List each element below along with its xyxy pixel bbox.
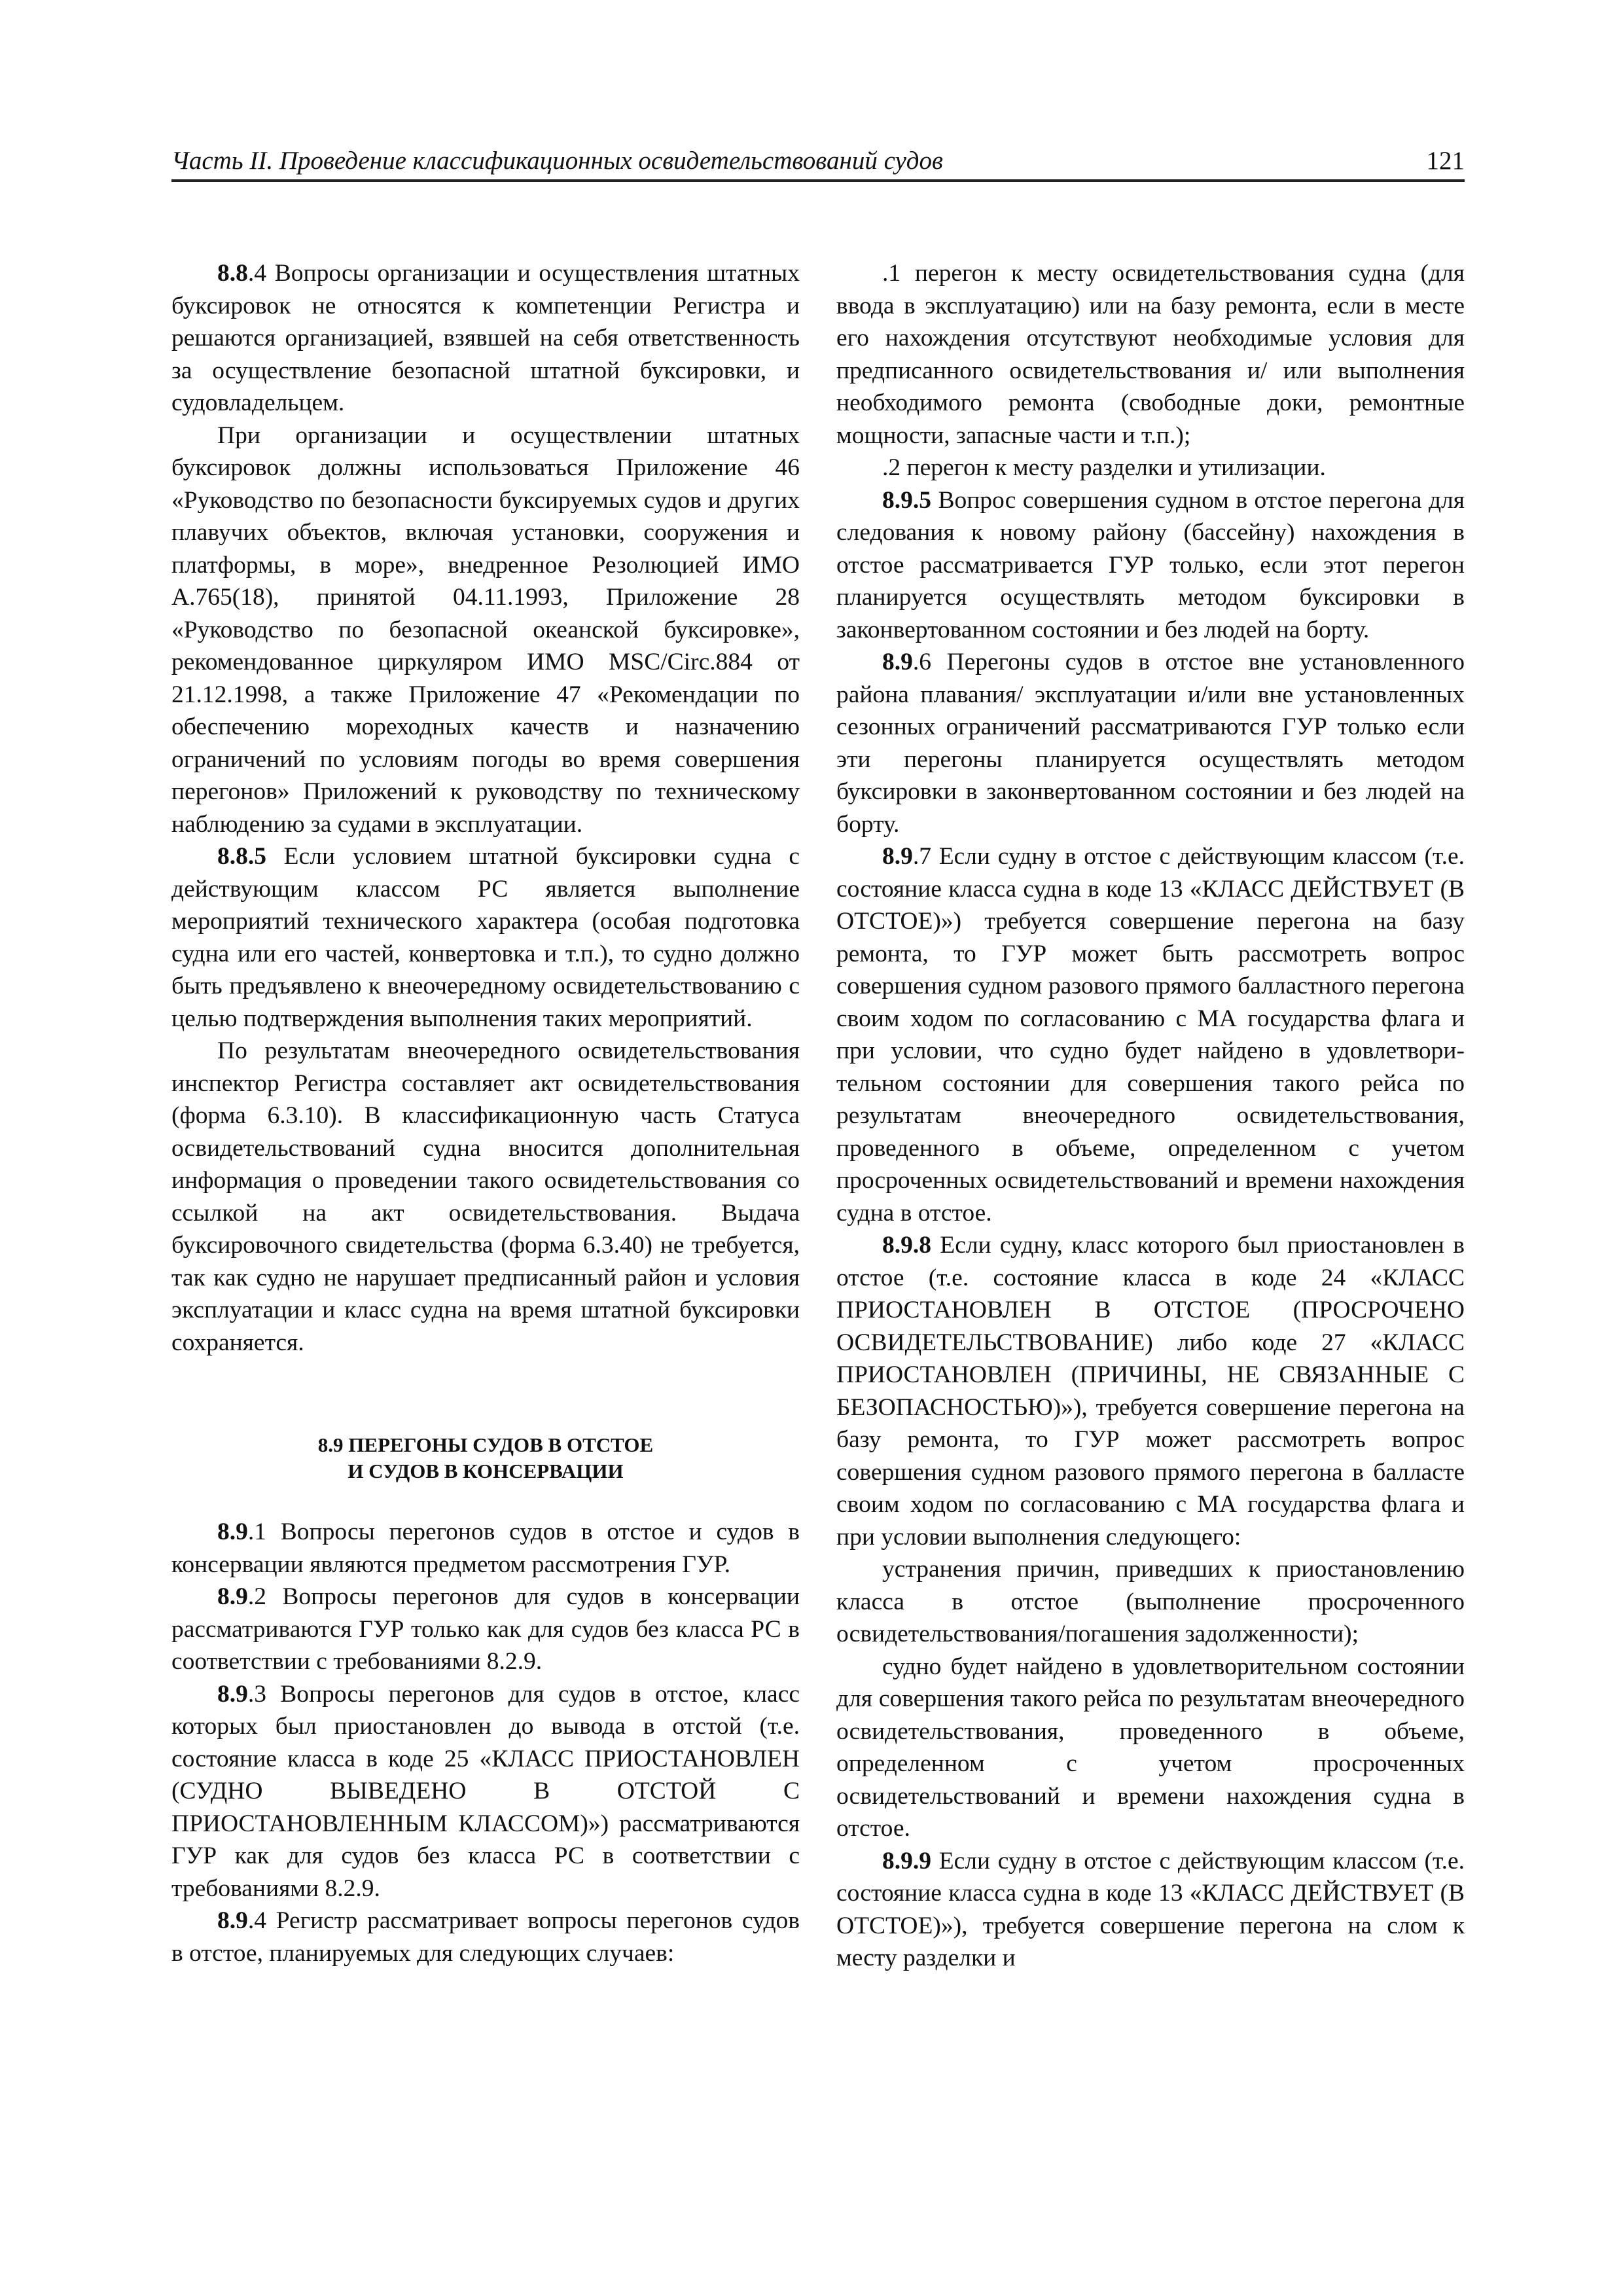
paragraph-8-9-7: 8.9.7 Если судну в отстое с действующим классом (т.е. состояние класса судна в коде 13 «КЛАСС ДЕЙСТВУЕТ (В ОТСТОЕ)») требуется совершение перегона на базу ремонта, то ГУР может быть рассмотреть вопрос совершения судном разового прямого балластного перегона своим ходом по согласованию с МА государства флага и при условии, что судно будет найдено в удовлетворительном состоянии для совершения такого рейса по результатам внеочередного освидетельствования, проведенного в объеме, определенном с учетом просроченных освидетельствований и времени нахождения судна в отстое. bbox=[836, 843, 1465, 1227]
section-heading-8-9: 8.9 ПЕРЕГОНЫ СУДОВ В ОТСТОЕ И СУДОВ В КОНСЕРВАЦИИ bbox=[317, 1433, 654, 1482]
clause-number: 8.9.8 bbox=[882, 1232, 931, 1259]
page-number: 121 bbox=[1426, 147, 1465, 175]
clause-number: 8.9 bbox=[882, 649, 913, 675]
clause-number: 8.8.5 bbox=[217, 843, 266, 870]
clause-number: 8.9 bbox=[217, 1680, 248, 1708]
clause-number: 8.9 bbox=[217, 1907, 248, 1934]
page-header bbox=[171, 145, 1465, 182]
running-title: Часть II. Проведение классификационных освидетельствований судов bbox=[171, 147, 943, 175]
clause-number: 8.9.5 bbox=[882, 486, 931, 514]
paragraph-8-9-6: 8.9.6 Перегоны судов в отстое вне установленного района плавания/ эксплуатации и/или вне установленных сезонных ограничений рассматриваются ГУР только если эти перегоны планируется осуществлять методом буксировки в законвертованном состоянии и без людей на борту. bbox=[836, 649, 1465, 838]
paragraph-survey-results: По результатам внеочередного освидетельствования инспектор Регистра составляет акт освидетельствования (форма 6.3.10). В классификационную часть Статуса освидетельствований судна вносится дополнительная информация о проведении такого освидетельствования со ссылкой на акт освидетельствования. Выдача буксировочного свидетельства (форма 6.3.40) не требуется, так как судно не нарушает предписанный район и условия эксплуатации и класс судна на время штатной буксировки сохраняется. bbox=[171, 1037, 800, 1356]
clause-number: 8.9 bbox=[217, 1583, 248, 1610]
list-item-1: .1 перегон к месту освидетельствования судна (для ввода в эксплуатацию) или на базу ремонта, если в месте его нахождения отсутствуют необходимые условия для предписанного освидетельствования и/ или выполнения необходимого ремонта (свободные доки, ремонтные мощности, запасные части и т.п.); bbox=[836, 260, 1465, 449]
clause-number: 8.9 bbox=[882, 843, 913, 870]
paragraph-8-8-5: 8.8.5 Если условием штатной буксировки судна с действующим классом РС является выполнение мероприятий технического характера (особая подготовка судна или его частей, конвертовка и т.п.), то судно должно быть предъявлено к внеочередному освидетельствованию с целью подтверждения выполнения таких мероприятий. bbox=[171, 843, 800, 1032]
clause-number: 8.9.9 bbox=[882, 1847, 931, 1874]
condition-item-2: судно будет найдено в удовлетворительном состоянии для совершения такого рейса по результатам внеочередного освидетельствования, проведенного в объеме, определенном с учетом просроченных освидетельствований и времени нахождения судна в отстое. bbox=[836, 1653, 1465, 1842]
paragraph-8-9-5: 8.9.5 Вопрос совершения судном в отстое перегона для следования к новому району (бассейну) нахождения в отстое рассматривается ГУР только, если этот перегон планируется осуществлять методом буксировки в законвертованном состоянии и без людей на борту. bbox=[836, 486, 1465, 643]
clause-number: 8.9 bbox=[217, 1518, 248, 1545]
paragraph-8-8-4: 8.8.4 Вопросы организации и осуществления штатных буксировок не относятся к компетенции Регистра и решаются организацией, взявшей на себя ответственность за осуществление безопасной штатной буксировки, и судовладельцем. bbox=[171, 260, 800, 416]
paragraph-8-9-2: 8.9.2 Вопросы перегонов для судов в консервации рассматриваются ГУР только как для судов без класса РС в соответствии с требованиями 8.2.9. bbox=[171, 1583, 800, 1675]
condition-item-1: устранения причин, приведших к приостановлению класса в отстое (выполнение просроченного освидетельствования/погашения задолженности); bbox=[836, 1556, 1465, 1647]
paragraph-8-9-1: 8.9.1 Вопросы перегонов судов в отстое и судов в консервации являются предметом рассмотрения ГУР. bbox=[171, 1518, 800, 1578]
clause-number: 8.8 bbox=[217, 260, 248, 287]
paragraph-8-9-3: 8.9.3 Вопросы перегонов для судов в отстое, класс которых был приостановлен до вывода в отстой (т.е. состояние класса в коде 25 «КЛАСС ПРИОСТАНОВЛЕН (СУДНО ВЫВЕДЕНО В ОТСТОЙ С ПРИОСТАНОВЛЕННЫМ КЛАССОМ)») рассматриваются ГУР как для судов без класса РС в соответствии с требованиями 8.2.9. bbox=[171, 1680, 800, 1902]
paragraph-8-9-9: 8.9.9 Если судну в отстое с действующим классом (т.е. состояние класса судна в коде 13 «КЛАСС ДЕЙСТВУЕТ (В ОТСТОЕ)»), требуется совершение перегона на слом к месту разделки и bbox=[836, 1847, 1465, 1971]
right-column bbox=[836, 257, 1465, 1975]
left-column bbox=[171, 257, 800, 1969]
list-item-2: .2 перегон к месту разделки и утилизации. bbox=[882, 454, 1326, 481]
paragraph-towing-guidelines: При организации и осуществлении штатных буксировок должны использоваться Приложение 46 «Руководство по безопасности буксируемых судов и других плавучих объектов, включая установки, сооружения и платформы, в море», внедренное Резолюцией ИМО А.765(18), принятой 04.11.1993, Приложение 28 «Руководство по безопасной океанской буксировке», рекомендованное циркуляром ИМО MSC/Circ.884 от 21.12.1998, а также Приложение 47 «Рекомендации по обеспечению мореходных качеств и назначению ограничений по условиям погоды во время совершения перегонов» Приложений к руководству по техническому наблюдению за судами в эксплуатации. bbox=[171, 422, 800, 838]
paragraph-8-9-4: 8.9.4 Регистр рассматривает вопросы перегонов судов в отстое, планируемых для следующих случаев: bbox=[171, 1907, 800, 1967]
paragraph-8-9-8: 8.9.8 Если судну, класс которого был приостановлен в отстое (т.е. состояние класса в коде 24 «КЛАСС ПРИОСТАНОВЛЕН В ОТСТОЕ (ПРОСРОЧЕНО ОСВИДЕТЕЛЬСТВОВАНИЕ) либо коде 27 «КЛАСС ПРИОСТАНОВЛЕН (ПРИЧИНЫ, НЕ СВЯЗАННЫЕ С БЕЗОПАСНОСТЬЮ)»), требуется совершение перегона на базу ремонта, то ГУР может рассмотреть вопрос совершения судном разового прямого перегона в балласте своим ходом по согласованию с МА государства флага и при условии выполнения следующего: bbox=[836, 1232, 1465, 1551]
